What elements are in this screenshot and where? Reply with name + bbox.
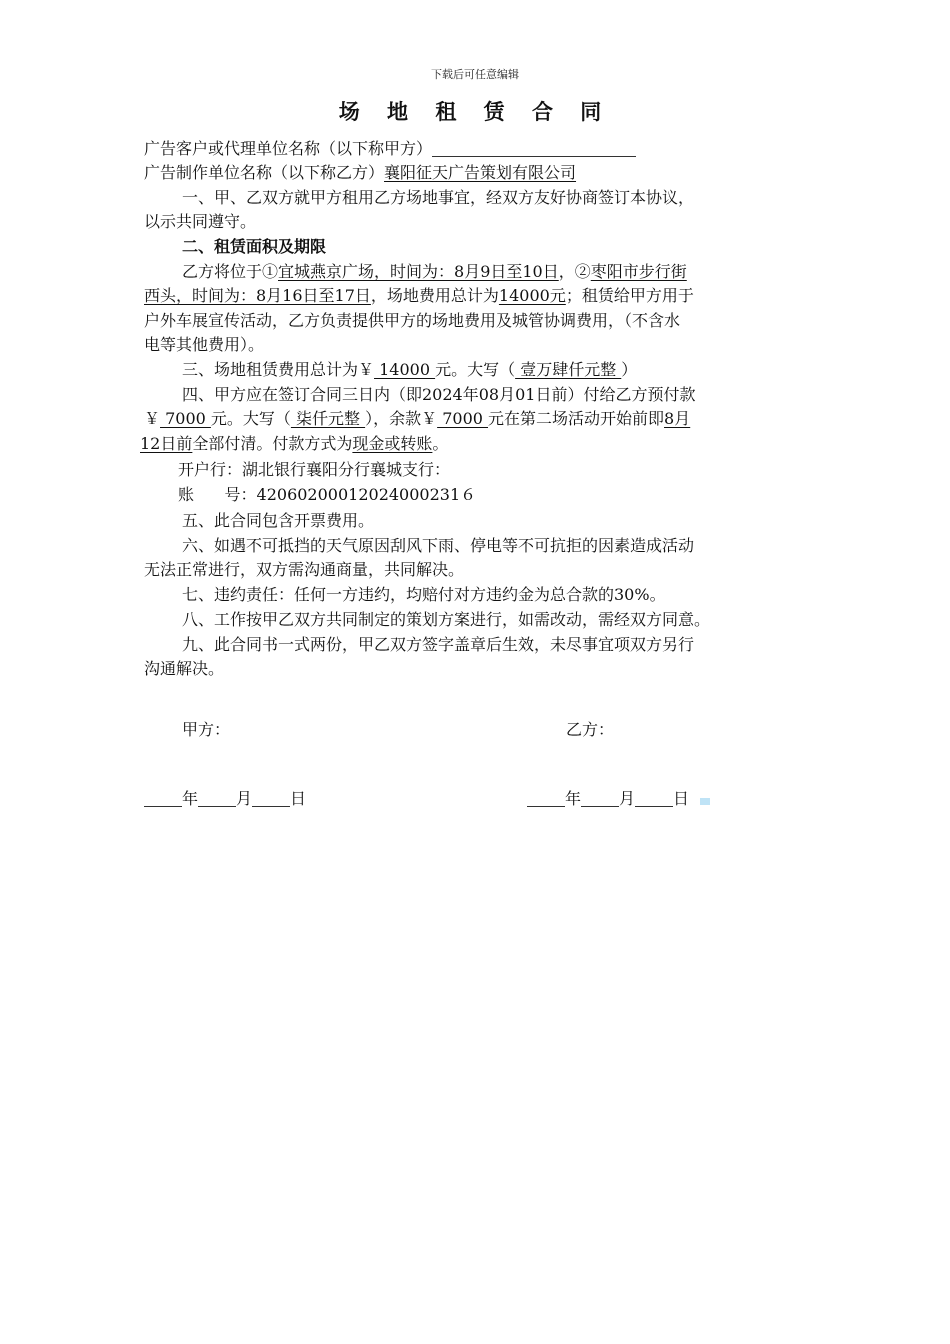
party-b-label: 广告制作单位名称（以下称乙方） [144, 163, 385, 182]
clause-4-text: 元。大写（ [210, 409, 291, 428]
balance-amount: 7000 [437, 409, 489, 428]
clause-2-line-3: 户外车展宣传活动，乙方负责提供甲方的场地费用及城管协调费用，（不含水 [144, 311, 681, 330]
party-a-line [144, 137, 636, 161]
prepayment-words: 柒仟元整 [290, 409, 366, 428]
clause-6-line-1: 六、如遇不可抵挡的天气原因刮风下雨、停电等不可抗拒的因素造成活动 [182, 536, 695, 555]
total-amount-words: 壹万肆仟元整 [515, 360, 622, 379]
clause-2-text: ，② [558, 262, 591, 281]
clause-2-heading: 二、租赁面积及期限 [182, 237, 327, 256]
total-amount: 14000 [374, 360, 436, 379]
date-party-a [144, 787, 306, 811]
clause-1-line-2: 以示共同遵守。 [144, 212, 257, 231]
clause-2-text: ；租赁给甲方用于 [565, 286, 694, 305]
clause-3-text: 三、场地租赁费用总计为￥ [182, 360, 375, 379]
year-blank [144, 789, 182, 807]
month-blank [198, 789, 236, 807]
signature-party-b: 乙方： [566, 720, 615, 739]
clause-4-line-3 [140, 432, 448, 456]
clause-4-text: ），余款￥ [365, 409, 438, 428]
day-blank [252, 789, 290, 807]
balance-due-date: 12日前 [140, 434, 193, 453]
clause-4-line-1: 四、甲方应在签订合同三日内（即2024年08月01日前）付给乙方预付款 [182, 385, 696, 404]
clause-8: 八、工作按甲乙双方共同制定的策划方案进行，如需改动，需经双方同意。 [182, 610, 711, 629]
day-label: 日 [290, 789, 307, 808]
clause-7: 七、违约责任：任何一方违约，均赔付对方违约金为总合款的30%。 [182, 585, 666, 604]
document-title: 场 地 租 赁 合 同 [338, 99, 612, 124]
year-label: 年 [565, 789, 582, 808]
clause-4-text: ￥ [144, 409, 161, 428]
month-label: 月 [619, 789, 636, 808]
clause-4-text: 元在第二场活动开始前即 [488, 409, 665, 428]
account-line [178, 483, 476, 507]
clause-9-line-2: 沟通解决。 [144, 659, 225, 678]
venue-2: 枣阳市步行街 [590, 262, 687, 281]
bank-line: 开户行：湖北银行襄阳分行襄城支行： [178, 460, 451, 479]
signature-party-a: 甲方： [182, 720, 231, 739]
year-label: 年 [182, 789, 199, 808]
year-blank [527, 789, 565, 807]
clause-6-line-2: 无法正常进行，双方需沟通商量，共同解决。 [144, 560, 465, 579]
party-b-name: 襄阳征天广告策划有限公司 [384, 163, 577, 182]
header-note: 下载后可任意编辑 [431, 68, 519, 81]
clause-2-text: ，场地费用总计为 [370, 286, 499, 305]
date-party-b [527, 787, 689, 811]
clause-2-line-2 [144, 284, 694, 308]
party-a-blank [432, 139, 636, 157]
venue-1: 宜城燕京广场，时间为：8月9日至10日 [278, 262, 559, 281]
venue-fee: 14000元 [498, 286, 566, 305]
text-cursor-marker [700, 798, 710, 805]
account-number: 42060200012024000231６ [256, 485, 477, 504]
clause-2-line-1 [182, 260, 687, 284]
clause-3-text: 元。大写（ [435, 360, 516, 379]
clause-2-line-4: 电等其他费用）。 [144, 335, 265, 354]
balance-due-date: 8月 [664, 409, 691, 428]
clause-4-text: 全部付清。付款方式为 [192, 434, 353, 453]
clause-9-line-1: 九、此合同书一式两份，甲乙双方签字盖章后生效，未尽事宜项双方另行 [182, 635, 695, 654]
venue-2-time: 西头，时间为：8月16日至17日 [144, 286, 371, 305]
party-b-line [144, 161, 576, 185]
month-blank [581, 789, 619, 807]
month-label: 月 [236, 789, 253, 808]
clause-3 [182, 358, 637, 382]
day-blank [635, 789, 673, 807]
clause-2-text: 乙方将位于① [182, 262, 279, 281]
party-a-label: 广告客户或代理单位名称（以下称甲方） [144, 139, 433, 158]
clause-3-text: ） [621, 360, 638, 379]
account-label: 账 号： [178, 485, 257, 504]
clause-5: 五、此合同包含开票费用。 [182, 511, 375, 530]
day-label: 日 [673, 789, 690, 808]
clause-4-line-2 [144, 407, 690, 431]
clause-4-text: 。 [432, 434, 449, 453]
payment-method: 现金或转账 [352, 434, 433, 453]
clause-1-line-1: 一、甲、乙双方就甲方租用乙方场地事宜，经双方友好协商签订本协议， [182, 188, 695, 207]
prepayment-amount: 7000 [160, 409, 211, 428]
